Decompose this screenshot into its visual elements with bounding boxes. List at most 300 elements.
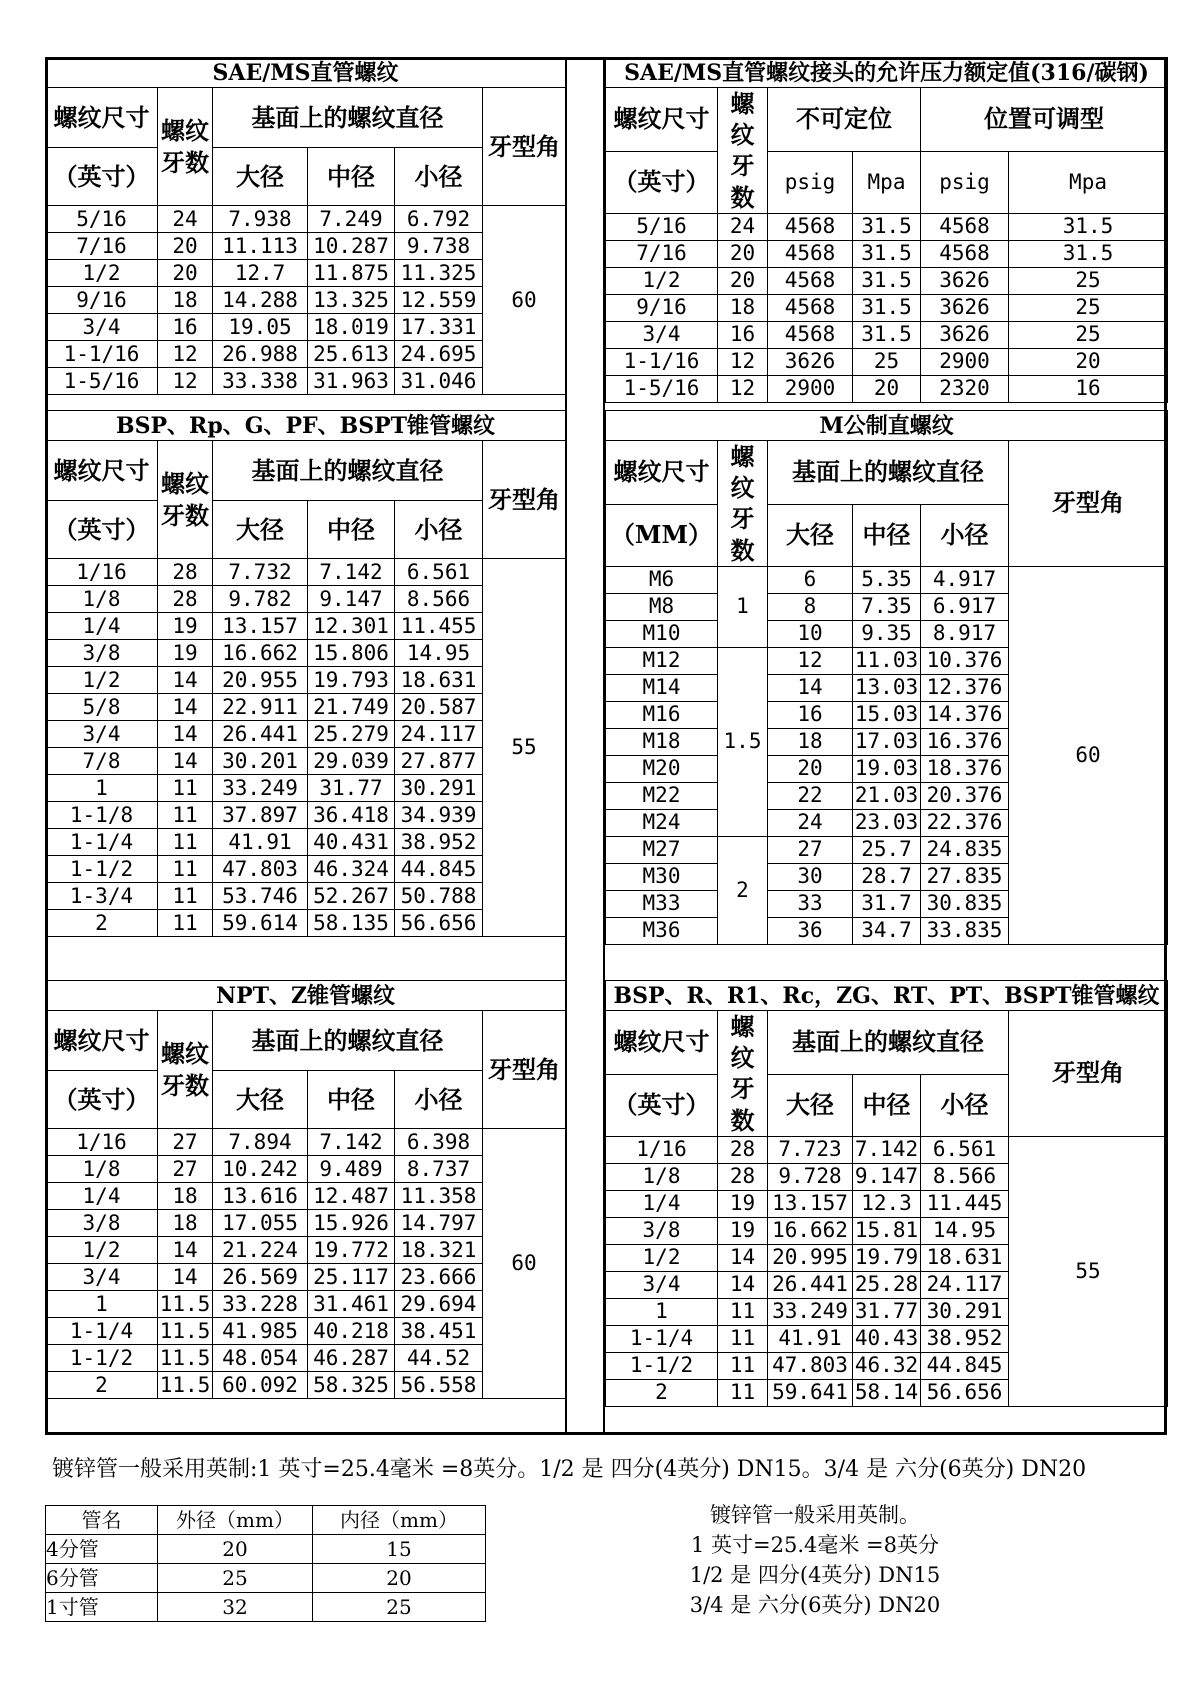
metric-title: M公制直螺纹 bbox=[606, 411, 1168, 441]
major-cell: 59.614 bbox=[213, 910, 308, 937]
mpa-cell: 31.5 bbox=[853, 213, 921, 240]
size-cell: 2 bbox=[606, 1379, 718, 1406]
major-cell: 41.91 bbox=[213, 829, 308, 856]
pressure-mpa-header-2: Mpa bbox=[1009, 151, 1168, 213]
minor-cell: 27.835 bbox=[921, 863, 1009, 890]
adj-mpa-cell: 25 bbox=[1009, 321, 1168, 348]
bspr-minor-header: 小径 bbox=[921, 1074, 1009, 1136]
pitch-cell: 7.142 bbox=[853, 1136, 921, 1163]
minor-cell: 11.455 bbox=[395, 613, 483, 640]
adj-psig-cell: 4568 bbox=[921, 240, 1009, 267]
pitch-cell: 31.7 bbox=[853, 890, 921, 917]
minor-cell: 44.52 bbox=[395, 1345, 483, 1372]
minor-cell: 29.694 bbox=[395, 1291, 483, 1318]
table-row bbox=[46, 206, 566, 233]
size-cell: 7/16 bbox=[46, 233, 158, 260]
major-cell: 7.732 bbox=[213, 559, 308, 586]
tpi-cell: 16 bbox=[718, 321, 768, 348]
size-cell: 7/8 bbox=[46, 748, 158, 775]
pitch-cell: 52.267 bbox=[308, 883, 395, 910]
tpi-cell: 16 bbox=[158, 314, 213, 341]
pitch-cell: 21.749 bbox=[308, 694, 395, 721]
major-cell: 20.955 bbox=[213, 667, 308, 694]
tpi-cell: 14 bbox=[158, 721, 213, 748]
pitch-cell: 31.77 bbox=[308, 775, 395, 802]
size-cell: 2 bbox=[46, 1372, 158, 1399]
table-row bbox=[606, 213, 1168, 240]
minor-cell: 8.566 bbox=[921, 1163, 1009, 1190]
major-cell: 41.985 bbox=[213, 1318, 308, 1345]
size-cell: M12 bbox=[606, 647, 718, 674]
major-cell: 10 bbox=[768, 620, 853, 647]
psig-cell: 4568 bbox=[768, 321, 853, 348]
pitch-cell: 7.142 bbox=[308, 559, 395, 586]
pitch-cell: 18.019 bbox=[308, 314, 395, 341]
tpi-cell: 18 bbox=[158, 1210, 213, 1237]
minor-cell: 44.845 bbox=[921, 1352, 1009, 1379]
pitch-cell: 25.28 bbox=[853, 1271, 921, 1298]
pitch-cell: 19.03 bbox=[853, 755, 921, 782]
major-cell: 20 bbox=[768, 755, 853, 782]
sae-angle-header: 牙型角 bbox=[483, 88, 566, 206]
npt-table bbox=[45, 980, 566, 1399]
angle-cell: 60 bbox=[1009, 566, 1168, 944]
pitch-cell: 5.35 bbox=[853, 566, 921, 593]
pressure-adjustable-header: 位置可调型 bbox=[921, 88, 1168, 152]
minor-cell: 38.451 bbox=[395, 1318, 483, 1345]
size-cell: 5/16 bbox=[606, 213, 718, 240]
minor-cell: 33.835 bbox=[921, 917, 1009, 944]
table-row bbox=[46, 1564, 486, 1593]
tpi-cell: 27 bbox=[158, 1156, 213, 1183]
tpi-cell: 11 bbox=[158, 883, 213, 910]
tpi-cell: 19 bbox=[158, 640, 213, 667]
minor-cell: 6.917 bbox=[921, 593, 1009, 620]
major-cell: 60.092 bbox=[213, 1372, 308, 1399]
major-cell: 26.569 bbox=[213, 1264, 308, 1291]
pitch-cell: 29.039 bbox=[308, 748, 395, 775]
major-cell: 13.157 bbox=[768, 1190, 853, 1217]
pitch-cell: 31.77 bbox=[853, 1298, 921, 1325]
size-cell: 1-1/8 bbox=[46, 802, 158, 829]
tpi-cell: 27 bbox=[158, 1129, 213, 1156]
psig-cell: 4568 bbox=[768, 294, 853, 321]
npt-major-header: 大径 bbox=[213, 1071, 308, 1129]
sae-size-header: 螺纹尺寸 bbox=[46, 88, 158, 148]
npt-title: NPT、Z锥管螺纹 bbox=[46, 981, 566, 1011]
pressure-fixed-header: 不可定位 bbox=[768, 88, 921, 152]
outer-diameter-cell: 25 bbox=[158, 1564, 313, 1593]
size-cell: M14 bbox=[606, 674, 718, 701]
minor-cell: 12.376 bbox=[921, 674, 1009, 701]
inner-diameter-cell: 15 bbox=[313, 1535, 486, 1564]
size-cell: M33 bbox=[606, 890, 718, 917]
mpa-cell: 25 bbox=[853, 348, 921, 375]
angle-cell: 55 bbox=[1009, 1136, 1168, 1406]
minor-cell: 12.559 bbox=[395, 287, 483, 314]
pressure-unit-header: （英寸） bbox=[606, 151, 718, 213]
tpi-cell: 14 bbox=[158, 694, 213, 721]
pressure-table bbox=[605, 57, 1168, 403]
minor-cell: 18.376 bbox=[921, 755, 1009, 782]
major-cell: 20.995 bbox=[768, 1244, 853, 1271]
size-cell: 3/8 bbox=[606, 1217, 718, 1244]
angle-cell: 55 bbox=[483, 559, 566, 937]
tpi-cell: 20 bbox=[718, 267, 768, 294]
major-cell: 9.782 bbox=[213, 586, 308, 613]
inner-diameter-cell: 20 bbox=[313, 1564, 486, 1593]
major-cell: 41.91 bbox=[768, 1325, 853, 1352]
size-cell: 1-1/16 bbox=[46, 341, 158, 368]
size-cell: M18 bbox=[606, 728, 718, 755]
major-cell: 19.05 bbox=[213, 314, 308, 341]
tpi-cell: 12 bbox=[718, 348, 768, 375]
tpi-cell: 19 bbox=[158, 613, 213, 640]
size-cell: 5/8 bbox=[46, 694, 158, 721]
table-row bbox=[606, 321, 1168, 348]
pitch-cell: 13.325 bbox=[308, 287, 395, 314]
major-cell: 21.224 bbox=[213, 1237, 308, 1264]
size-cell: 1-5/16 bbox=[606, 375, 718, 402]
size-cell: 5/16 bbox=[46, 206, 158, 233]
minor-cell: 11.445 bbox=[921, 1190, 1009, 1217]
tpi-cell: 14 bbox=[158, 1237, 213, 1264]
npt-unit-header: （英寸） bbox=[46, 1071, 158, 1129]
minor-cell: 18.631 bbox=[921, 1244, 1009, 1271]
major-cell: 48.054 bbox=[213, 1345, 308, 1372]
pitch-cell: 11.875 bbox=[308, 260, 395, 287]
pitch-cell: 25.279 bbox=[308, 721, 395, 748]
metric-tpi-header: 螺纹牙数 bbox=[718, 441, 768, 567]
major-cell: 26.441 bbox=[213, 721, 308, 748]
psig-cell: 4568 bbox=[768, 213, 853, 240]
minor-cell: 23.666 bbox=[395, 1264, 483, 1291]
size-cell: 1/16 bbox=[46, 1129, 158, 1156]
npt-tpi-header: 螺纹牙数 bbox=[158, 1011, 213, 1129]
major-cell: 47.803 bbox=[213, 856, 308, 883]
size-cell: M6 bbox=[606, 566, 718, 593]
sae-title: SAE/MS直管螺纹 bbox=[46, 58, 566, 88]
minor-cell: 6.561 bbox=[921, 1136, 1009, 1163]
tpi-cell: 14 bbox=[718, 1244, 768, 1271]
major-cell: 16 bbox=[768, 701, 853, 728]
pitch-cell: 28.7 bbox=[853, 863, 921, 890]
size-cell: 1/8 bbox=[606, 1163, 718, 1190]
metric-diameter-header: 基面上的螺纹直径 bbox=[768, 441, 1009, 505]
minor-cell: 14.95 bbox=[921, 1217, 1009, 1244]
size-cell: 1-1/2 bbox=[46, 1345, 158, 1372]
sae-tpi-header: 螺纹牙数 bbox=[158, 88, 213, 206]
table-row bbox=[606, 566, 1168, 593]
bspr-unit-header: （英寸） bbox=[606, 1074, 718, 1136]
tpi-cell: 11 bbox=[718, 1325, 768, 1352]
size-cell: 1-1/4 bbox=[46, 1318, 158, 1345]
pitch-cell: 19.79 bbox=[853, 1244, 921, 1271]
size-cell: M24 bbox=[606, 809, 718, 836]
tpi-cell: 18 bbox=[158, 287, 213, 314]
minor-cell: 9.738 bbox=[395, 233, 483, 260]
adj-psig-cell: 3626 bbox=[921, 267, 1009, 294]
major-cell: 14 bbox=[768, 674, 853, 701]
minor-cell: 8.737 bbox=[395, 1156, 483, 1183]
size-cell: 1/2 bbox=[606, 1244, 718, 1271]
pitch-cell: 17.03 bbox=[853, 728, 921, 755]
pressure-mpa-header: Mpa bbox=[853, 151, 921, 213]
minor-cell: 8.566 bbox=[395, 586, 483, 613]
major-cell: 6 bbox=[768, 566, 853, 593]
sae-major-header: 大径 bbox=[213, 148, 308, 206]
pitch-cell: 15.926 bbox=[308, 1210, 395, 1237]
tpi-cell: 11.5 bbox=[158, 1291, 213, 1318]
bspr-table bbox=[605, 980, 1168, 1407]
pressure-size-header: 螺纹尺寸 bbox=[606, 88, 718, 152]
size-cell: 3/4 bbox=[606, 1271, 718, 1298]
metric-minor-header: 小径 bbox=[921, 504, 1009, 566]
table-row bbox=[606, 240, 1168, 267]
major-cell: 22 bbox=[768, 782, 853, 809]
tpi-cell: 14 bbox=[718, 1271, 768, 1298]
pipe-header-cell: 外径（mm） bbox=[158, 1506, 313, 1535]
pitch-group-cell: 2 bbox=[718, 836, 768, 944]
major-cell: 37.897 bbox=[213, 802, 308, 829]
tpi-cell: 19 bbox=[718, 1217, 768, 1244]
minor-cell: 38.952 bbox=[395, 829, 483, 856]
major-cell: 11.113 bbox=[213, 233, 308, 260]
mpa-cell: 31.5 bbox=[853, 321, 921, 348]
pitch-cell: 31.461 bbox=[308, 1291, 395, 1318]
size-cell: 1/2 bbox=[606, 267, 718, 294]
bsp-diameter-header: 基面上的螺纹直径 bbox=[213, 441, 483, 501]
minor-cell: 30.291 bbox=[921, 1298, 1009, 1325]
psig-cell: 4568 bbox=[768, 240, 853, 267]
size-cell: 3/4 bbox=[46, 1264, 158, 1291]
sae-unit-header: （英寸） bbox=[46, 148, 158, 206]
major-cell: 22.911 bbox=[213, 694, 308, 721]
adj-mpa-cell: 31.5 bbox=[1009, 213, 1168, 240]
size-cell: 7/16 bbox=[606, 240, 718, 267]
size-cell: 1/4 bbox=[46, 1183, 158, 1210]
tpi-cell: 11 bbox=[158, 856, 213, 883]
pitch-cell: 40.431 bbox=[308, 829, 395, 856]
pipe-table bbox=[45, 1505, 486, 1622]
size-cell: 1/8 bbox=[46, 586, 158, 613]
bspr-size-header: 螺纹尺寸 bbox=[606, 1011, 718, 1075]
pitch-cell: 9.35 bbox=[853, 620, 921, 647]
tpi-cell: 24 bbox=[158, 206, 213, 233]
adj-psig-cell: 4568 bbox=[921, 213, 1009, 240]
note-block-line: 1/2 是 四分(4英分) DN15 bbox=[689, 1563, 941, 1587]
pitch-cell: 7.249 bbox=[308, 206, 395, 233]
metric-pitch-header: 中径 bbox=[853, 504, 921, 566]
size-cell: 1/16 bbox=[606, 1136, 718, 1163]
minor-cell: 17.331 bbox=[395, 314, 483, 341]
minor-cell: 50.788 bbox=[395, 883, 483, 910]
tpi-cell: 19 bbox=[718, 1190, 768, 1217]
bsp-tpi-header: 螺纹牙数 bbox=[158, 441, 213, 559]
pipe-name-cell: 1寸管 bbox=[46, 1593, 158, 1622]
pitch-cell: 13.03 bbox=[853, 674, 921, 701]
size-cell: M8 bbox=[606, 593, 718, 620]
size-cell: 1 bbox=[46, 775, 158, 802]
table-row bbox=[606, 267, 1168, 294]
tpi-cell: 18 bbox=[718, 294, 768, 321]
major-cell: 18 bbox=[768, 728, 853, 755]
mpa-cell: 20 bbox=[853, 375, 921, 402]
bspr-angle-header: 牙型角 bbox=[1009, 1011, 1168, 1137]
bsp-major-header: 大径 bbox=[213, 501, 308, 559]
pitch-cell: 40.43 bbox=[853, 1325, 921, 1352]
minor-cell: 16.376 bbox=[921, 728, 1009, 755]
size-cell: 1/4 bbox=[46, 613, 158, 640]
npt-angle-header: 牙型角 bbox=[483, 1011, 566, 1129]
major-cell: 33.228 bbox=[213, 1291, 308, 1318]
pitch-cell: 12.487 bbox=[308, 1183, 395, 1210]
size-cell: 1-1/2 bbox=[46, 856, 158, 883]
pitch-cell: 25.7 bbox=[853, 836, 921, 863]
minor-cell: 24.117 bbox=[395, 721, 483, 748]
pitch-cell: 19.772 bbox=[308, 1237, 395, 1264]
pipe-header-cell: 管名 bbox=[46, 1506, 158, 1535]
tpi-cell: 20 bbox=[158, 233, 213, 260]
adj-psig-cell: 2900 bbox=[921, 348, 1009, 375]
pitch-group-cell: 1.5 bbox=[718, 647, 768, 836]
pressure-tpi-header: 螺纹牙数 bbox=[718, 88, 768, 214]
minor-cell: 8.917 bbox=[921, 620, 1009, 647]
pitch-cell: 36.418 bbox=[308, 802, 395, 829]
pitch-cell: 9.147 bbox=[853, 1163, 921, 1190]
outer-diameter-cell: 32 bbox=[158, 1593, 313, 1622]
pipe-name-cell: 4分管 bbox=[46, 1535, 158, 1564]
size-cell: 1 bbox=[46, 1291, 158, 1318]
tpi-cell: 11.5 bbox=[158, 1345, 213, 1372]
size-cell: 2 bbox=[46, 910, 158, 937]
major-cell: 17.055 bbox=[213, 1210, 308, 1237]
tpi-cell: 28 bbox=[158, 586, 213, 613]
metric-size-header: 螺纹尺寸 bbox=[606, 441, 718, 505]
size-cell: 1/2 bbox=[46, 1237, 158, 1264]
size-cell: 3/8 bbox=[46, 1210, 158, 1237]
minor-cell: 14.95 bbox=[395, 640, 483, 667]
minor-cell: 11.358 bbox=[395, 1183, 483, 1210]
npt-diameter-header: 基面上的螺纹直径 bbox=[213, 1011, 483, 1071]
adj-psig-cell: 3626 bbox=[921, 321, 1009, 348]
outer-diameter-cell: 20 bbox=[158, 1535, 313, 1564]
minor-cell: 56.656 bbox=[921, 1379, 1009, 1406]
tpi-cell: 12 bbox=[718, 375, 768, 402]
size-cell: 1-1/4 bbox=[46, 829, 158, 856]
mpa-cell: 31.5 bbox=[853, 294, 921, 321]
major-cell: 30.201 bbox=[213, 748, 308, 775]
metric-unit-header: （MM） bbox=[606, 504, 718, 566]
pitch-cell: 58.135 bbox=[308, 910, 395, 937]
minor-cell: 6.792 bbox=[395, 206, 483, 233]
pitch-cell: 15.806 bbox=[308, 640, 395, 667]
pitch-cell: 15.03 bbox=[853, 701, 921, 728]
table-row bbox=[46, 559, 566, 586]
major-cell: 10.242 bbox=[213, 1156, 308, 1183]
pitch-cell: 15.81 bbox=[853, 1217, 921, 1244]
pitch-cell: 12.301 bbox=[308, 613, 395, 640]
bspr-pitch-header: 中径 bbox=[853, 1074, 921, 1136]
sae-diameter-header: 基面上的螺纹直径 bbox=[213, 88, 483, 148]
tpi-cell: 20 bbox=[718, 240, 768, 267]
minor-cell: 6.561 bbox=[395, 559, 483, 586]
tpi-cell: 14 bbox=[158, 667, 213, 694]
tpi-cell: 11 bbox=[718, 1298, 768, 1325]
minor-cell: 44.845 bbox=[395, 856, 483, 883]
metric-table bbox=[605, 410, 1168, 945]
tpi-cell: 11 bbox=[718, 1352, 768, 1379]
pitch-cell: 10.287 bbox=[308, 233, 395, 260]
pitch-cell: 11.03 bbox=[853, 647, 921, 674]
table-row bbox=[606, 294, 1168, 321]
tpi-cell: 20 bbox=[158, 260, 213, 287]
tpi-cell: 11.5 bbox=[158, 1318, 213, 1345]
note-block-line: 3/4 是 六分(6英分) DN20 bbox=[689, 1593, 941, 1617]
pitch-cell: 7.142 bbox=[308, 1129, 395, 1156]
size-cell: 1-5/16 bbox=[46, 368, 158, 395]
npt-size-header: 螺纹尺寸 bbox=[46, 1011, 158, 1071]
minor-cell: 24.695 bbox=[395, 341, 483, 368]
bsp-unit-header: （英寸） bbox=[46, 501, 158, 559]
size-cell: 1-1/16 bbox=[606, 348, 718, 375]
major-cell: 13.616 bbox=[213, 1183, 308, 1210]
minor-cell: 31.046 bbox=[395, 368, 483, 395]
major-cell: 16.662 bbox=[213, 640, 308, 667]
psig-cell: 3626 bbox=[768, 348, 853, 375]
pipe-header-cell: 内径（mm） bbox=[313, 1506, 486, 1535]
tpi-cell: 11.5 bbox=[158, 1372, 213, 1399]
psig-cell: 4568 bbox=[768, 267, 853, 294]
size-cell: 1/8 bbox=[46, 1156, 158, 1183]
bsp-table bbox=[45, 410, 566, 937]
size-cell: 3/8 bbox=[46, 640, 158, 667]
minor-cell: 10.376 bbox=[921, 647, 1009, 674]
major-cell: 14.288 bbox=[213, 287, 308, 314]
size-cell: M10 bbox=[606, 620, 718, 647]
mpa-cell: 31.5 bbox=[853, 240, 921, 267]
pitch-cell: 31.963 bbox=[308, 368, 395, 395]
pitch-cell: 19.793 bbox=[308, 667, 395, 694]
tpi-cell: 14 bbox=[158, 748, 213, 775]
pitch-cell: 9.147 bbox=[308, 586, 395, 613]
pressure-title: SAE/MS直管螺纹接头的允许压力额定值(316/碳钢) bbox=[606, 58, 1168, 88]
major-cell: 47.803 bbox=[768, 1352, 853, 1379]
bsp-title: BSP、Rp、G、PF、BSPT锥管螺纹 bbox=[46, 411, 566, 441]
tpi-cell: 12 bbox=[158, 341, 213, 368]
pitch-cell: 40.218 bbox=[308, 1318, 395, 1345]
major-cell: 7.723 bbox=[768, 1136, 853, 1163]
pitch-cell: 46.324 bbox=[308, 856, 395, 883]
npt-pitch-header: 中径 bbox=[308, 1071, 395, 1129]
size-cell: M27 bbox=[606, 836, 718, 863]
table-row bbox=[606, 348, 1168, 375]
adj-psig-cell: 3626 bbox=[921, 294, 1009, 321]
tpi-cell: 11 bbox=[718, 1379, 768, 1406]
angle-cell: 60 bbox=[483, 1129, 566, 1399]
size-cell: 1/4 bbox=[606, 1190, 718, 1217]
column-gap bbox=[565, 57, 605, 1435]
size-cell: 1-3/4 bbox=[46, 883, 158, 910]
size-cell: M16 bbox=[606, 701, 718, 728]
note-block-line: 镀锌管一般采用英制。 bbox=[710, 1503, 920, 1527]
size-cell: 9/16 bbox=[606, 294, 718, 321]
pitch-cell: 34.7 bbox=[853, 917, 921, 944]
major-cell: 12.7 bbox=[213, 260, 308, 287]
pitch-cell: 12.3 bbox=[853, 1190, 921, 1217]
tpi-cell: 28 bbox=[718, 1136, 768, 1163]
size-cell: 3/4 bbox=[606, 321, 718, 348]
